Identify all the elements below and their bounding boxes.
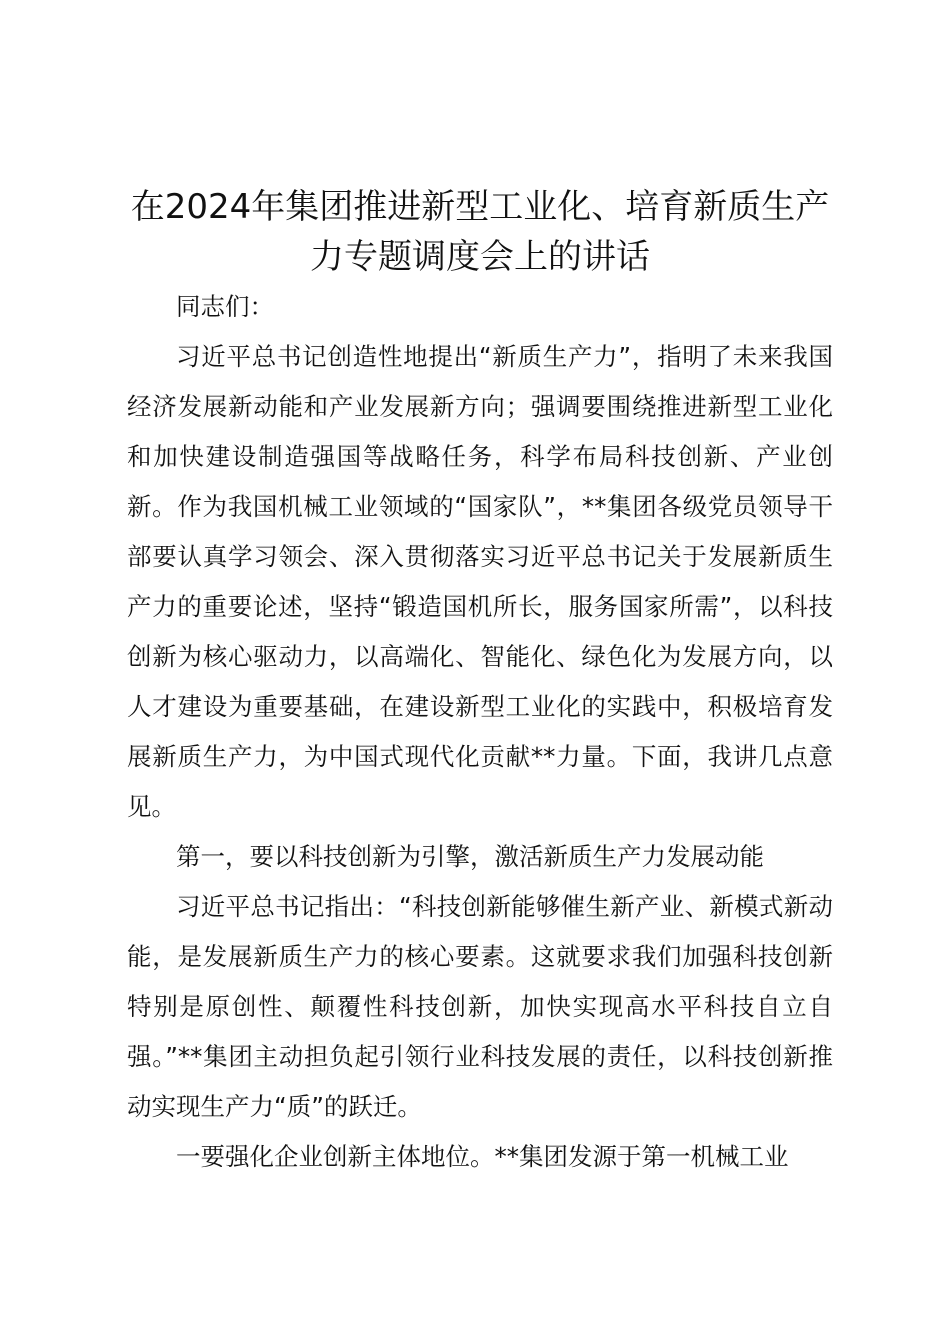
salutation: 同志们： <box>176 292 274 321</box>
paragraph-intro: 习近平总书记创造性地提出“新质生产力”，指明了未来我国经济发展新动能和产业发展新方向；强调要围绕推进新型工业化和加快建设制造强国等战略任务，科学布局科技创新、产业创新。作为我国机械工业领域的“国家队”，**集团各级党员领导干部要认真学习领会、深入贯彻落实习近平总书记关于发展新质生产力的重要论述，坚持“锻造国机所长，服务国家所需”，以科技创新为核心驱动力，以高端化、智能化、绿色化为发展方向，以人才建设为重要基础，在建设新型工业化的实践中，积极培育发展新质生产力，为中国式现代化贡献**力量。下面，我讲几点意见。 <box>127 342 833 821</box>
section-heading-first: 第一，要以科技创新为引擎，激活新质生产力发展动能 <box>176 842 764 871</box>
paragraph-subpoint: 一要强化企业创新主体地位。**集团发源于第一机械工业 <box>176 1142 789 1171</box>
document-body <box>127 182 833 1182</box>
document-title: 在2024年集团推进新型工业化、培育新质生产力专题调度会上的讲话 <box>130 187 830 277</box>
paragraph-quote: 习近平总书记指出：“科技创新能够催生新产业、新模式新动能，是发展新质生产力的核心要素。这就要求我们加强科技创新特别是原创性、颠覆性科技创新，加快实现高水平科技自立自强。”**集团主动担负起引领行业科技发展的责任，以科技创新推动实现生产力“质”的跃迁。 <box>127 892 833 1121</box>
